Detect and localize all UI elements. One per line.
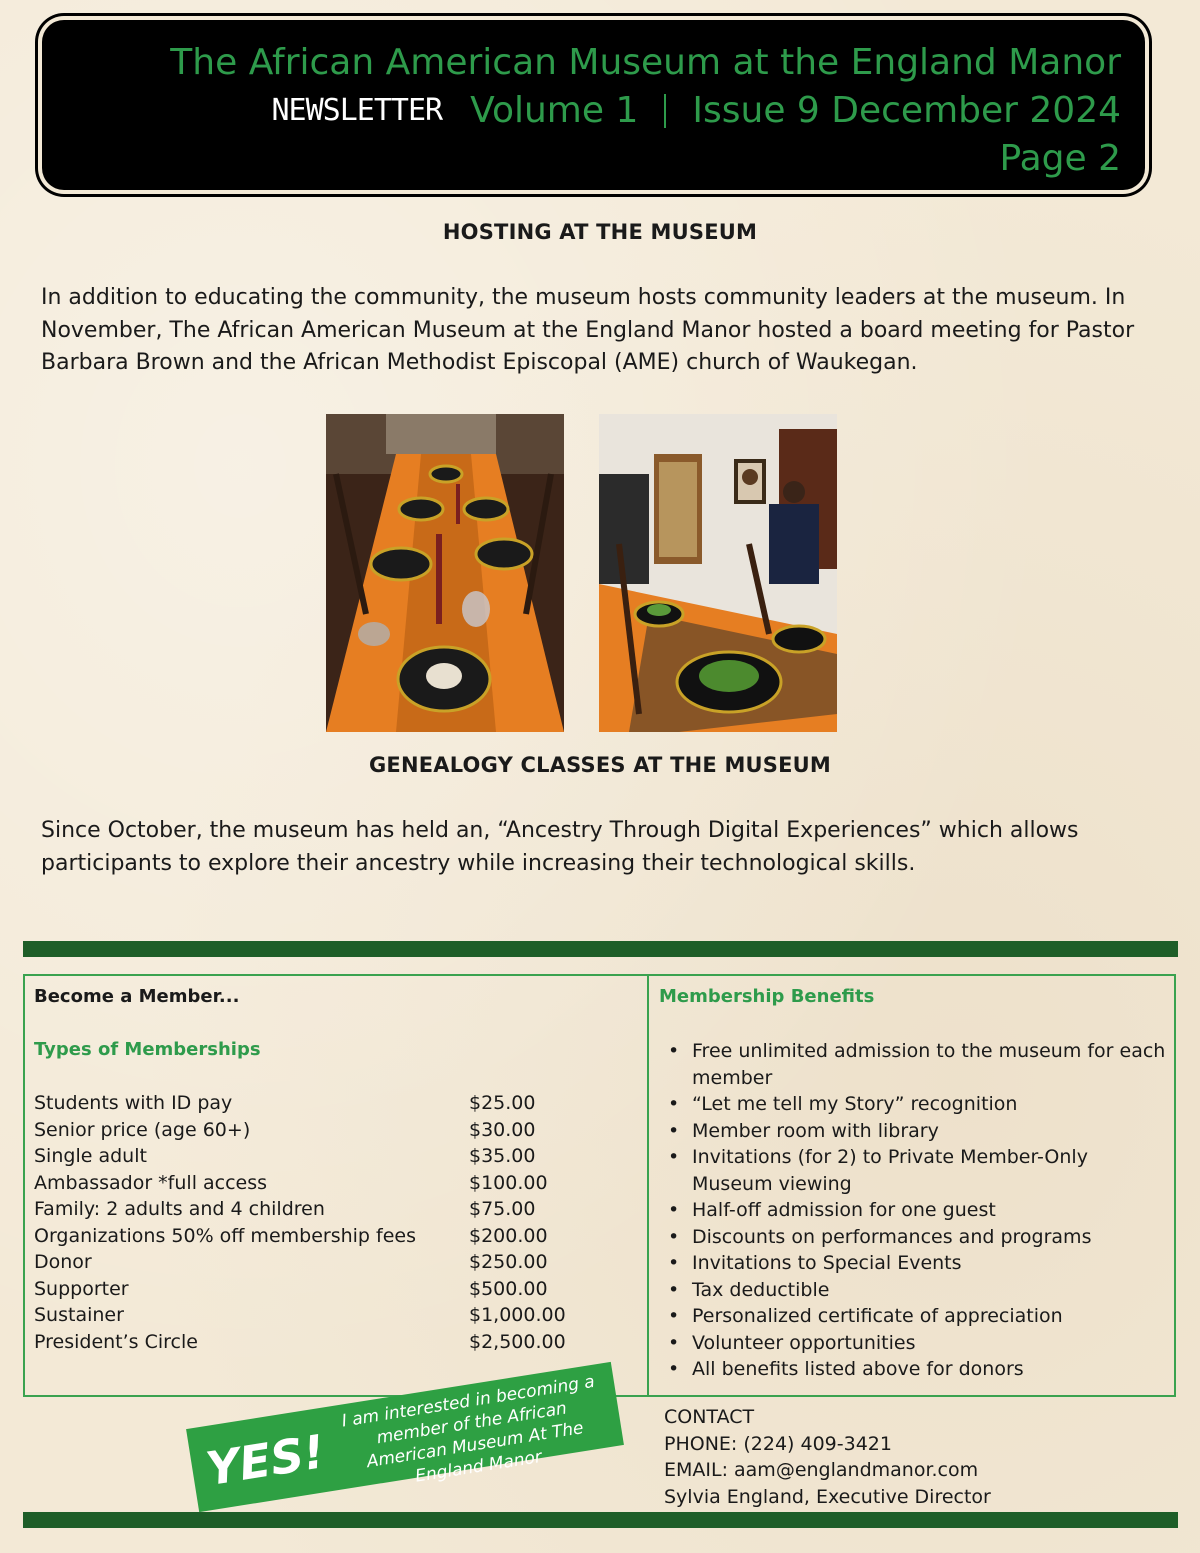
host-photo bbox=[599, 414, 837, 732]
membership-types-heading: Types of Memberships bbox=[34, 1039, 261, 1060]
benefit-item: • Volunteer opportunities bbox=[664, 1330, 1169, 1357]
tier-price: $500.00 bbox=[469, 1277, 548, 1300]
tier-name: Donor bbox=[34, 1251, 92, 1273]
genealogy-paragraph: Since October, the museum has held an, “Ancestry Through Digital Experiences” which allows participants to explore their ancestry while increasing their technological skills. bbox=[41, 818, 1079, 876]
tier-row bbox=[34, 1143, 594, 1170]
issue-separator bbox=[664, 94, 666, 128]
contact-block bbox=[664, 1404, 991, 1510]
tier-price: $75.00 bbox=[469, 1198, 536, 1220]
benefit-item: • Member room with library bbox=[664, 1118, 1169, 1145]
contact-director: Sylvia England, Executive Director bbox=[664, 1485, 991, 1508]
tier-name: Senior price (age 60+) bbox=[34, 1118, 251, 1141]
hosting-paragraph: In addition to educating the community, the museum hosts community leaders at the museum. In November, The African American Museum at the England Manor hosted a board meeting for Pastor Barbara Brown and the African Methodist Episcopal (AME) church of Waukegan. bbox=[41, 285, 1135, 375]
table-setting-photo bbox=[326, 414, 564, 732]
tier-name: Ambassador *full access bbox=[34, 1171, 268, 1194]
tier-row bbox=[34, 1170, 594, 1197]
benefit-item: • Personalized certificate of appreciation bbox=[664, 1303, 1169, 1330]
benefit-item: • Discounts on performances and programs bbox=[664, 1224, 1169, 1251]
tier-name: Family: 2 adults and 4 children bbox=[34, 1198, 325, 1220]
tier-name: Supporter bbox=[34, 1277, 129, 1300]
tier-row bbox=[34, 1329, 594, 1356]
issue-row bbox=[272, 90, 1122, 131]
tier-row bbox=[34, 1196, 594, 1223]
benefit-item: • “Let me tell my Story” recognition bbox=[664, 1091, 1169, 1118]
tier-row bbox=[34, 1249, 594, 1276]
tier-name: President’s Circle bbox=[34, 1330, 198, 1353]
page-number: Page 2 bbox=[999, 138, 1121, 179]
tier-row bbox=[34, 1302, 594, 1329]
benefit-item: • Half-off admission for one guest bbox=[664, 1197, 1169, 1224]
tier-price: $2,500.00 bbox=[469, 1330, 566, 1353]
tier-price: $35.00 bbox=[469, 1145, 536, 1167]
tier-price: $25.00 bbox=[469, 1092, 536, 1114]
yes-label: YES! bbox=[202, 1424, 329, 1497]
benefit-list bbox=[664, 1038, 1169, 1383]
benefit-item: • Free unlimited admission to the museum for each member bbox=[664, 1038, 1169, 1091]
contact-email[interactable]: EMAIL: aam@englandmanor.com bbox=[664, 1459, 979, 1481]
tier-price: $30.00 bbox=[469, 1118, 536, 1141]
tier-price: $250.00 bbox=[469, 1251, 548, 1273]
tier-name: Single adult bbox=[34, 1145, 147, 1167]
signup-text: I am interested in becoming a member of the African American Museum At The England Manor bbox=[340, 1371, 597, 1487]
genealogy-heading: GENEALOGY CLASSES AT THE MUSEUM bbox=[368, 753, 832, 777]
tier-price: $1,000.00 bbox=[469, 1304, 566, 1326]
membership-tier-list bbox=[34, 1090, 594, 1355]
tier-row bbox=[34, 1276, 594, 1303]
tier-name: Sustainer bbox=[34, 1304, 124, 1326]
tier-row bbox=[34, 1117, 594, 1144]
tier-name: Organizations 50% off membership fees bbox=[34, 1224, 416, 1247]
benefit-item: • All benefits listed above for donors bbox=[664, 1356, 1169, 1383]
contact-label: CONTACT bbox=[664, 1406, 755, 1428]
tier-price: $100.00 bbox=[469, 1171, 548, 1194]
tier-row bbox=[34, 1090, 594, 1117]
tier-row bbox=[34, 1223, 594, 1250]
masthead bbox=[42, 20, 1145, 190]
volume-label: Volume 1 bbox=[470, 90, 639, 131]
membership-column-divider bbox=[647, 974, 649, 1397]
benefit-item: • Tax deductible bbox=[664, 1277, 1169, 1304]
hosting-heading: HOSTING AT THE MUSEUM bbox=[442, 220, 758, 244]
newsletter-label: NEWSLETTER bbox=[271, 93, 443, 128]
benefit-item: • Invitations to Special Events bbox=[664, 1250, 1169, 1277]
issue-label: Issue 9 December 2024 bbox=[692, 90, 1121, 131]
become-member-heading: Become a Member... bbox=[34, 986, 240, 1007]
tier-name: Students with ID pay bbox=[34, 1092, 233, 1114]
benefit-item: • Invitations (for 2) to Private Member-Only Museum viewing bbox=[664, 1144, 1169, 1197]
divider-bar-top bbox=[23, 941, 1178, 957]
divider-bar-bottom bbox=[23, 1512, 1178, 1528]
membership-benefits-heading: Membership Benefits bbox=[659, 986, 875, 1007]
newsletter-title: The African American Museum at the England Manor bbox=[170, 42, 1121, 83]
contact-phone[interactable]: PHONE: (224) 409-3421 bbox=[664, 1432, 892, 1455]
tier-price: $200.00 bbox=[469, 1224, 548, 1247]
